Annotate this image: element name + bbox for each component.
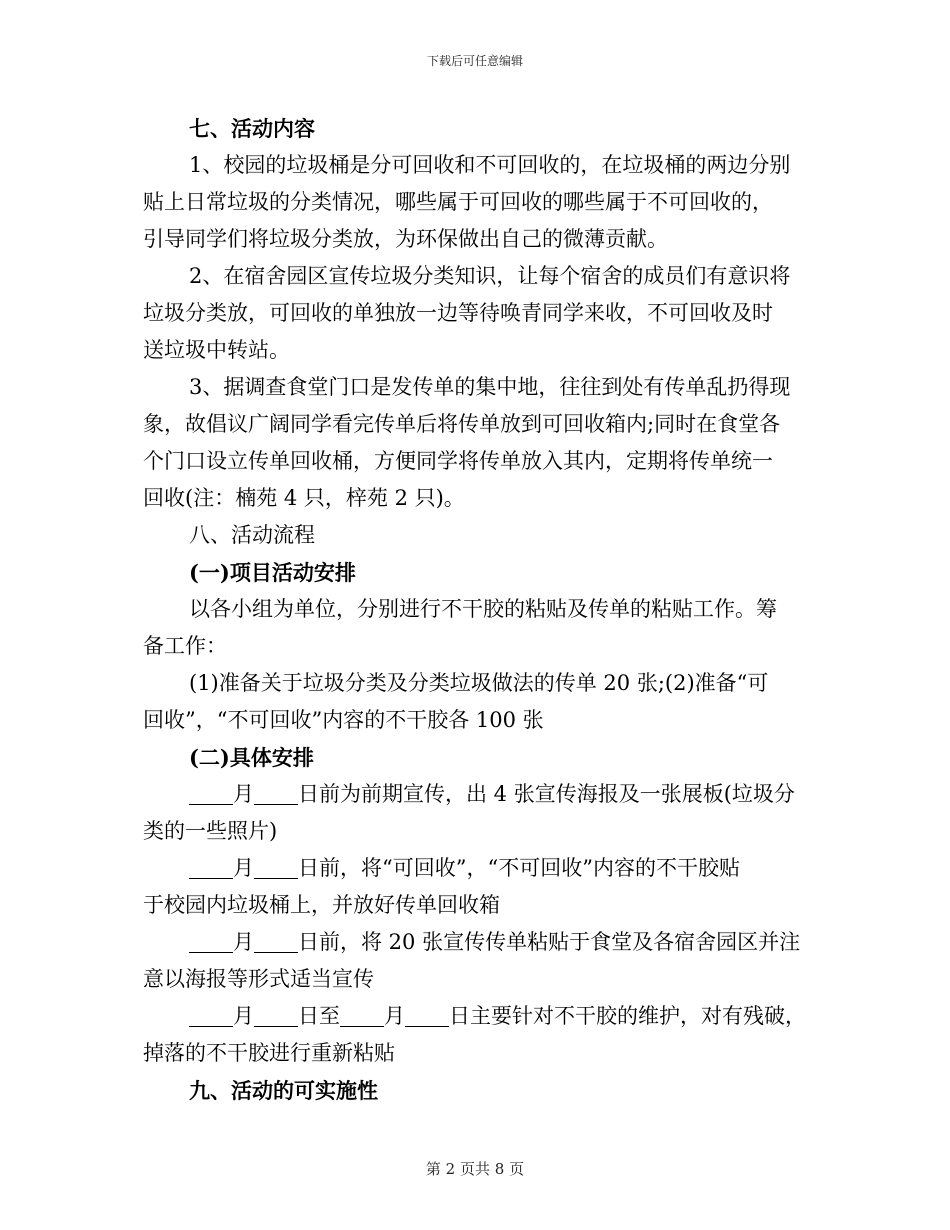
schedule-line <box>143 998 808 1035</box>
day-label: 日 <box>298 782 319 806</box>
text-line: 贴上日常垃圾的分类情况，哪些属于可回收的哪些属于不可回收的， <box>143 190 773 214</box>
month-label: 月 <box>233 930 254 954</box>
text-line: 1、校园的垃圾桶是分可回收和不可回收的，在垃圾桶的两边分别 <box>189 153 791 177</box>
document-body <box>143 110 808 1109</box>
day-label: 日 <box>298 856 319 880</box>
date-blank <box>254 857 298 879</box>
month-label: 月 <box>233 782 254 806</box>
subsection-1-paragraph-2 <box>143 665 808 739</box>
text-line: 于校园内垃圾桶上，并放好传单回收箱 <box>143 893 500 917</box>
subsection-1-title: (一)项目活动安排 <box>189 560 356 585</box>
text-line: 备工作： <box>143 634 227 658</box>
schedule-text: 前，将“可回收”，“不可回收”内容的不干胶贴 <box>319 856 740 880</box>
date-blank <box>254 931 298 953</box>
schedule-line <box>143 776 808 813</box>
text-line: 垃圾分类放，可回收的单独放一边等待唤青同学来收，不可回收及时 <box>143 301 773 325</box>
text-line: 象，故倡议广阔同学看完传单后将传单放到可回收箱内;同时在食堂各 <box>143 412 781 436</box>
schedule-item-4 <box>143 998 808 1072</box>
date-blank <box>254 1005 298 1027</box>
date-blank <box>405 1005 449 1027</box>
section-8-title: 八、活动流程 <box>189 523 315 547</box>
month-label: 月 <box>233 856 254 880</box>
schedule-item-3 <box>143 924 808 998</box>
schedule-text: 前，将 20 张宣传传单粘贴于食堂及各宿舍园区并注 <box>319 930 801 954</box>
day-to-label: 日至 <box>298 1004 340 1028</box>
date-blank <box>189 931 233 953</box>
schedule-item-1 <box>143 776 808 850</box>
schedule-line <box>143 924 808 961</box>
text-line: 个门口设立传单回收桶，方便同学将传单放入其内，定期将传单统一 <box>143 449 773 473</box>
date-blank <box>340 1005 384 1027</box>
text-line: 送垃圾中转站。 <box>143 338 290 362</box>
date-blank <box>189 1005 233 1027</box>
date-blank <box>189 857 233 879</box>
schedule-text: 主要针对不干胶的维护，对有残破， <box>470 1004 806 1028</box>
subsection-2-title: (二)具体安排 <box>189 745 314 770</box>
date-blank <box>189 783 233 805</box>
text-line: 引导同学们将垃圾分类放，为环保做出自己的微薄贡献。 <box>143 227 668 251</box>
text-line: 回收(注：楠苑 4 只，梓苑 2 只)。 <box>143 486 465 510</box>
date-blank <box>254 783 298 805</box>
page-header: 下载后可任意编辑 <box>426 54 523 68</box>
day-label: 日 <box>298 930 319 954</box>
section-9-title: 九、活动的可实施性 <box>189 1078 378 1103</box>
text-line: 意以海报等形式适当宣传 <box>143 967 374 991</box>
schedule-text: 前为前期宣传，出 4 张宣传海报及一张展板(垃圾分 <box>319 782 795 806</box>
page-footer: 第 2 页共 8 页 <box>425 1160 525 1178</box>
text-line: 掉落的不干胶进行重新粘贴 <box>143 1041 395 1065</box>
text-line: 以各小组为单位，分别进行不干胶的粘贴及传单的粘贴工作。筹 <box>189 597 777 621</box>
text-line: 2、在宿舍园区宣传垃圾分类知识，让每个宿舍的成员们有意识将 <box>189 264 791 288</box>
schedule-item-2 <box>143 850 808 924</box>
section-7-paragraph-2 <box>143 258 808 369</box>
month-label: 月 <box>384 1004 405 1028</box>
section-7-title: 七、活动内容 <box>189 116 315 141</box>
day-label: 日 <box>449 1004 470 1028</box>
month-label: 月 <box>233 1004 254 1028</box>
section-7-paragraph-3 <box>143 369 808 517</box>
text-line: 类的一些照片) <box>143 819 278 843</box>
schedule-line <box>143 850 808 887</box>
text-line: 3、据调查食堂门口是发传单的集中地，往往到处有传单乱扔得现 <box>189 375 791 399</box>
subsection-1-paragraph-1 <box>143 591 808 665</box>
text-line: 回收”，“不可回收”内容的不干胶各 100 张 <box>143 708 544 732</box>
section-7-paragraph-1 <box>143 147 808 258</box>
text-line: (1)准备关于垃圾分类及分类垃圾做法的传单 20 张;(2)准备“可 <box>189 671 769 695</box>
